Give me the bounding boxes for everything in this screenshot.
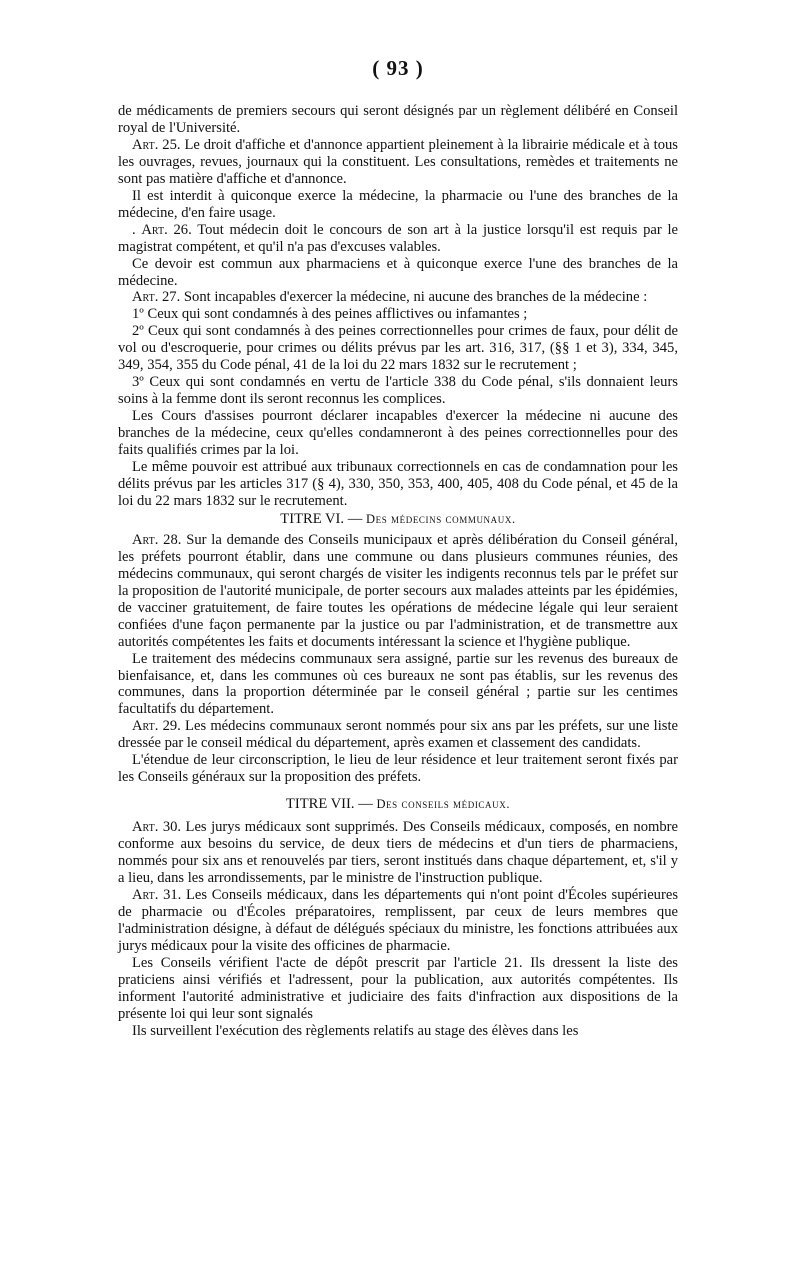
article-paragraph [118, 532, 678, 651]
paragraph-text: Ce devoir est commun aux pharmaciens et à quiconque exerce l'une des branches de la médecine. [118, 255, 678, 289]
titre-dash: — [354, 796, 377, 813]
paragraph-text: 1º Ceux qui sont condamnés à des peines afflictives ou infamantes ; [132, 306, 528, 323]
section-heading-titre-vii [118, 796, 678, 813]
article-paragraph [118, 222, 678, 256]
paragraph-text: Tout médecin doit le concours de son art à la justice lorsqu'il est requis par le magistrat compétent, et qu'il n'a pas d'excuses valables. [118, 221, 679, 255]
article-label: Art. 30. [132, 819, 182, 836]
paragraph [118, 408, 678, 459]
paragraph-text: Le droit d'affiche et d'annonce appartient pleinement à la librairie médicale et à tous les ouvrages, revues, journaux qui la constituent. Les consultations, remèdes et traitements ne sont pas matière d'affiche et d'annonce. [118, 136, 678, 187]
titre-dash: — [344, 510, 366, 527]
paragraph-text: 3º Ceux qui sont condamnés en vertu de l'article 338 du Code pénal, s'ils donnaient leurs soins à la femme dont ils seront reconnus les complices. [118, 374, 678, 408]
paragraph [118, 188, 678, 222]
titre-number: TITRE VII. [285, 796, 355, 813]
article-paragraph [118, 718, 678, 752]
paragraph-text: Les Conseils médicaux, dans les départements qui n'ont point d'Écoles supérieures de pharmacie ou d'Écoles préparatoires, remplissent, par ceux de leurs membres que l'administration désigne, à défaut de délégués spéciaux du ministre, les fonctions attribuées aux jurys médicaux pour la visite des officines de pharmacie. [118, 886, 678, 954]
paragraph [118, 955, 678, 1023]
paragraph-text: L'étendue de leur circonscription, le lieu de leur résidence et leur traitement seront fixés par les Conseils généraux sur la proposition des préfets. [118, 752, 678, 786]
paragraph-text: de médicaments de premiers secours qui seront désignés par un règlement délibéré en Conseil royal de l'Université. [118, 103, 678, 136]
paragraph [118, 256, 678, 290]
paragraph-text: Les médecins communaux seront nommés pour six ans par les préfets, sur une liste dressée par le conseil médical du département, après examen et classement des candidats. [118, 718, 678, 752]
article-paragraph [118, 289, 678, 306]
section-articles-28-29 [118, 532, 678, 786]
article-label: Art. 28. [132, 531, 182, 548]
list-item [118, 306, 678, 323]
paragraph [118, 752, 678, 786]
paragraph-text: Sont incapables d'exercer la médecine, ni aucune des branches de la médecine : [180, 289, 648, 306]
paragraph-text: Le traitement des médecins communaux sera assigné, partie sur les revenus des bureaux de bienfaisance, et, dans les communes où ces bureaux ne sont pas établis, sur les revenus des communes, dans la proportion déterminée par le conseil général ; partie sur les centimes facultatifs du département. [118, 650, 678, 718]
document-page [118, 56, 678, 1040]
paragraph-text: Les jurys médicaux sont supprimés. Des Conseils médicaux, composés, en nombre conforme aux besoins du service, de deux tiers de médecins et d'un tiers de pharmaciens, nommés pour six ans et renouvelés par tiers, seront institués dans chaque département, et, s'il y a lieu, dans les arrondissements, par le ministre de l'instruction publique. [118, 819, 678, 887]
list-item [118, 323, 678, 374]
section-articles-30-31 [118, 819, 678, 1039]
article-label: Art. 26. [141, 221, 192, 238]
paragraph-text: Ils surveillent l'exécution des règlements relatifs au stage des élèves dans les [132, 1022, 579, 1039]
section-articles-25-27 [118, 103, 678, 510]
page-number: ( 93 ) [372, 56, 424, 80]
titre-subtitle: Des conseils médicaux. [376, 797, 511, 812]
article-label: Art. 29. [132, 718, 181, 735]
article-label: Art. 27. [132, 289, 181, 306]
article-paragraph [118, 887, 678, 955]
paragraph [118, 103, 678, 137]
article-label: Art. 31. [132, 886, 182, 903]
paragraph-text: Sur la demande des Conseils municipaux et après délibération du Conseil général, les préfets pourront établir, dans une commune ou dans plusieurs communes réunies, des médecins communaux, qui seront chargés de visiter les indigents reconnus tels par le préfet sur la proposition de l'autorité municipale, de porter secours aux malades atteints par les épidémies, de vacciner gratuitement, de faire toutes les opérations de médecine légale qui leur seraient confiées d'une façon permanente par la justice ou par l'administration, et de transmettre aux autorités compétentes les faits et documents intéressant la science et l'hygiène publique. [118, 531, 678, 650]
paragraph-text: Le même pouvoir est attribué aux tribunaux correctionnels en cas de condamnation pour les délits prévus par les articles 317 (§ 4), 330, 350, 353, 400, 405, 408 du Code pénal, et 45 de la loi du 22 mars 1832 sur le recrutement. [118, 459, 678, 509]
paragraph [118, 651, 678, 719]
paragraph [118, 459, 678, 510]
paragraph-text: Il est interdit à quiconque exerce la médecine, la pharmacie ou l'une des branches de la médecine, d'en faire usage. [118, 187, 678, 221]
paragraph-text: 2º Ceux qui sont condamnés à des peines correctionnelles pour crimes de faux, pour délit de vol ou d'escroquerie, pour crimes ou délits prévus par les art. 316, 317, (§§ 1 et 3), 334, 345, 349, 354, 355 du Code pénal, 41 de la loi du 22 mars 1832 sur le recrutement ; [118, 323, 678, 374]
paragraph-prefix: . [132, 221, 142, 238]
titre-number: TITRE VI. [280, 510, 345, 527]
titre-subtitle: Des médecins communaux. [365, 511, 516, 526]
paragraph-text: Les Cours d'assises pourront déclarer incapables d'exercer la médecine ni aucune des branches de la médecine, ceux qu'elles condamneront à des peines correctionnelles pour des faits qualifiés crimes par la loi. [118, 408, 678, 459]
paragraph-text: Les Conseils vérifient l'acte de dépôt prescrit par l'article 21. Ils dressent la liste des praticiens ainsi vérifiés et l'adressent, pour la publication, aux autorités compétentes. Ils informent l'autorité administrative et judiciaire des faits d'infraction aux dispositions de la présente loi qui leur sont signalés [118, 954, 678, 1022]
article-paragraph [118, 137, 678, 188]
section-heading-titre-vi [118, 511, 678, 528]
article-paragraph [118, 819, 678, 887]
list-item [118, 374, 678, 408]
article-label: Art. 25. [132, 136, 181, 153]
paragraph [118, 1023, 678, 1040]
